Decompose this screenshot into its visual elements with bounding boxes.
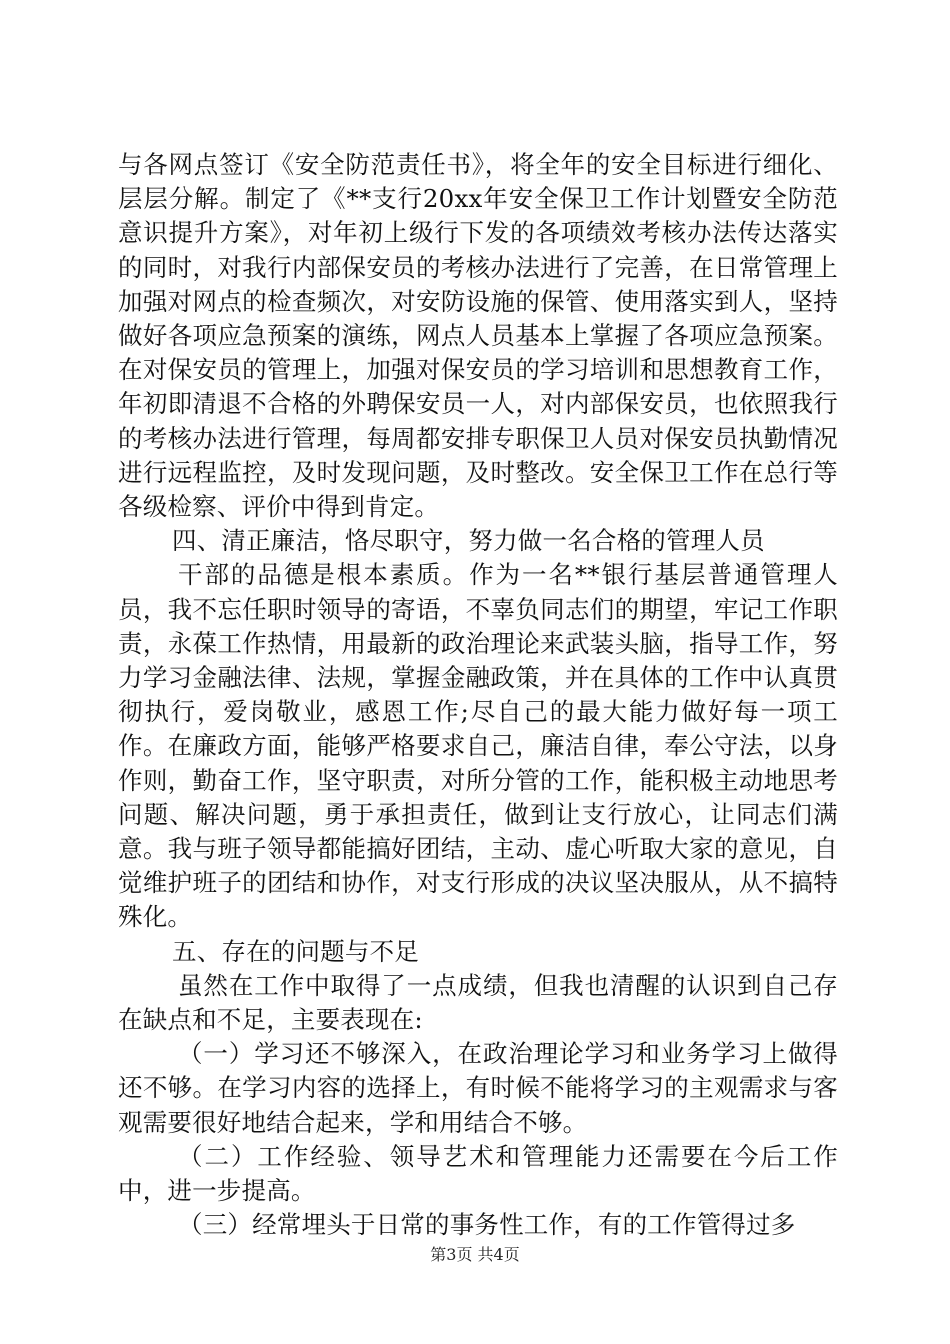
page-footer bbox=[0, 1245, 950, 1265]
paragraph-problem-3: （三）经常埋头于日常的事务性工作，有的工作管得过多 bbox=[178, 1210, 796, 1240]
page-number-label: 第3页 共4页 bbox=[430, 1245, 520, 1264]
paragraph-integrity: 干部的品德是根本素质。作为一名**银行基层普通管理人员，我不忘任职时领导的寄语，不辜负同志们的期望，牢记工作职责，永葆工作热情，用最新的政治理论来武装头脑，指导工作，努力学习金融法律、法规，掌握金融政策，并在具体的工作中认真贯彻执行，爱岗敬业，感恩工作;尽自己的最大能力做好每一项工作。在廉政方面，能够严格要求自己，廉洁自律，奉公守法，以身作则，勤奋工作，坚守职责，对所分管的工作，能积极主动地思考问题、解决问题，勇于承担责任，做到让支行放心，让同志们满意。我与班子领导都能搞好团结，主动、虚心听取大家的意见，自觉维护班子的团结和协作，对支行形成的决议坚决服从，从不搞特殊化。 bbox=[118, 560, 838, 932]
paragraph-problem-1: （一）学习还不够深入，在政治理论学习和业务学习上做得还不够。在学习内容的选择上，有时候不能将学习的主观需求与客观需要很好地结合起来，学和用结合不够。 bbox=[118, 1039, 838, 1137]
section-heading-integrity: 四、清正廉洁，恪尽职守，努力做一名合格的管理人员 bbox=[172, 526, 765, 556]
paragraph-problem-2: （二）工作经验、领导艺术和管理能力还需要在今后工作中，进一步提高。 bbox=[118, 1141, 838, 1206]
paragraph-problems-intro: 虽然在工作中取得了一点成绩，但我也清醒的认识到自己存在缺点和不足，主要表现在: bbox=[118, 970, 838, 1035]
paragraph-security-work: 与各网点签订《安全防范责任书》，将全年的安全目标进行细化、层层分解。制定了《**支行20xx年安全保卫工作计划暨安全防范意识提升方案》，对年初上级行下发的各项绩效考核办法传达落实的同时，对我行内部保安员的考核办法进行了完善，在日常管理上加强对网点的检查频次，对安防设施的保管、使用落实到人，坚持做好各项应急预案的演练，网点人员基本上掌握了各项应急预案。在对保安员的管理上，加强对保安员的学习培训和思想教育工作，年初即清退不合格的外聘保安员一人，对内部保安员，也依照我行的考核办法进行管理，每周都安排专职保卫人员对保安员执勤情况进行远程监控，及时发现问题，及时整改。安全保卫工作在总行等各级检察、评价中得到肯定。 bbox=[118, 150, 838, 522]
document-body bbox=[118, 148, 838, 1243]
section-heading-problems: 五、存在的问题与不足 bbox=[172, 936, 419, 966]
